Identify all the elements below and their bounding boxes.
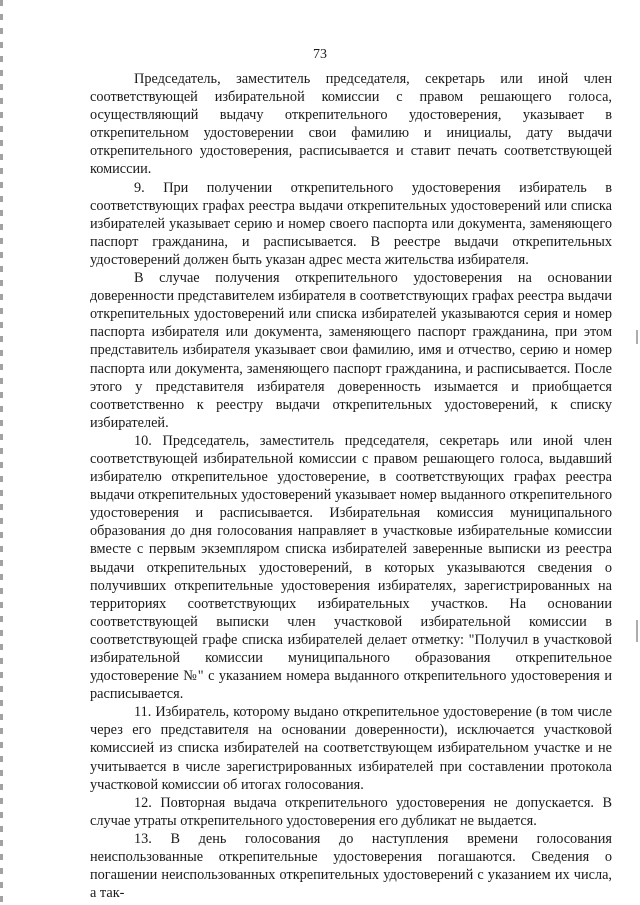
- document-body: [90, 70, 612, 902]
- scan-margin-mark: [636, 620, 638, 642]
- scan-edge-mark: [0, 0, 3, 905]
- paragraph-item-11: 11. Избиратель, которому выдано открепительное удостоверение (в том числе через его представителя на основании доверенности), исключается участковой комиссией из списка избирателей на соответствующем избирательном участке и не учитывается в числе зарегистрированных избирателей при составлении протокола участковой комиссии об итогах голосования.: [90, 704, 612, 793]
- paragraph-item-10: 10. Председатель, заместитель председателя, секретарь или иной член соответствующей избирательной комиссии с правом решающего голоса, выдавший избирателю открепительное удостоверение, в соответствующих графах реестра выдачи открепительных удостоверений указывает номер выданного открепительного удостоверения и расписывается. Избирательная комиссия муниципального образования до дня голосования направляет в участковые избирательные комиссии вместе с первым экземпляром списка избирателей заверенные выписки из реестра выдачи открепительных удостоверений, в которых указываются сведения о получивших открепительные удостоверения избирателях, зарегистрированных на территориях соответствующих избирательных участков. На основании соответствующей выписки член участковой избирательной комиссии в соответствующей графе списка избирателей делает отметку: "Получил в участковой избирательной комиссии муниципального образования открепительное удостоверение №" с указанием номера выданного открепительного удостоверения и расписывается.: [90, 432, 612, 703]
- paragraph-proxy-representative: В случае получения открепительного удостоверения на основании доверенности представителем избирателя в соответствующих графах реестра выдачи открепительных удостоверений или списка избирателей указываются серия и номер паспорта избирателя или документа, заменяющего паспорт гражданина, при этом представитель избирателя указывает свои фамилию, имя и отчество, серию и номер паспорта или документа, заменяющего паспорт гражданина, и расписывается. После этого у представителя избирателя доверенность изымается и приобщается соответственно к реестру выдачи открепительных удостоверений, к списку избирателей.: [90, 270, 612, 431]
- paragraph-item-13: 13. В день голосования до наступления времени голосования неиспользованные открепительные удостоверения погашаются. Сведения о погашении неиспользованных открепительных удостоверений с указанием их числа, а так-: [90, 830, 612, 902]
- paragraph-item-9: 9. При получении открепительного удостоверения избиратель в соответствующих графах реестра выдачи открепительных удостоверений или списка избирателей указывает серию и номер своего паспорта или документа, заменяющего паспорт гражданина, и расписывается. В реестре выдачи открепительных удостоверений должен быть указан адрес места жительства избирателя.: [90, 179, 612, 268]
- page-number: 73: [313, 47, 327, 62]
- paragraph-commission-member-signs: Председатель, заместитель председателя, секретарь или иной член соответствующей избирательной комиссии с правом решающего голоса, осуществляющий выдачу открепительного удостоверения, указывает в открепительном удостоверении свои фамилию и инициалы, дату выдачи открепительного удостоверения, расписывается и ставит печать соответствующей комиссии.: [90, 71, 612, 178]
- scan-margin-mark: [636, 330, 638, 344]
- paragraph-item-12: 12. Повторная выдача открепительного удостоверения не допускается. В случае утраты открепительного удостоверения его дубликат не выдается.: [90, 794, 612, 829]
